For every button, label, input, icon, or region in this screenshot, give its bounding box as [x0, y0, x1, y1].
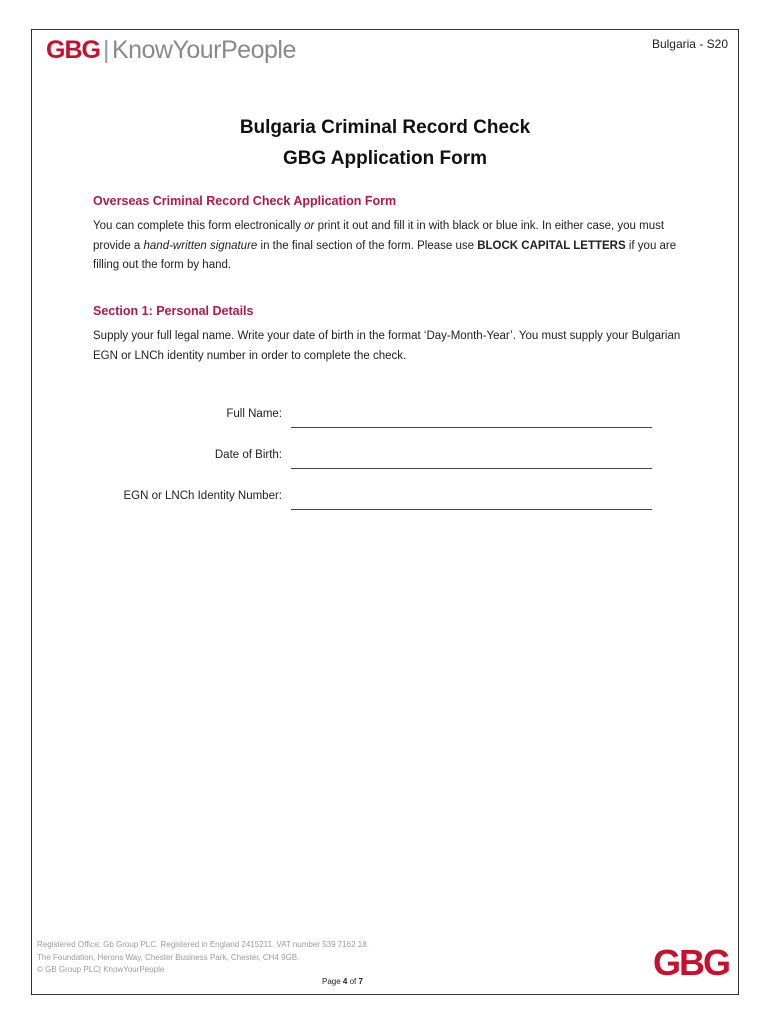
logo-separator: |: [102, 36, 109, 64]
page-current: 4: [342, 977, 348, 986]
page-total: 7: [358, 977, 363, 986]
document-title: [32, 112, 738, 174]
document-page: [31, 29, 739, 995]
intro-text-2: print it out and fill it in with black or blue ink. In either case, you must provide a: [93, 220, 665, 252]
identity-number-field[interactable]: [291, 509, 652, 510]
intro-paragraph: [93, 217, 683, 276]
intro-text-1: You can complete this form electronically: [93, 220, 305, 232]
intro-text-4: if you are filling out the form by hand.: [93, 239, 677, 271]
page-label: Page: [322, 977, 343, 986]
page-number: [322, 977, 363, 986]
full-name-field[interactable]: [291, 427, 652, 428]
intro-text-or: or: [304, 220, 315, 232]
logo-brand: GBG: [46, 36, 100, 64]
intro-text-block-capitals: BLOCK CAPITAL LETTERS: [477, 239, 626, 252]
gbg-logo: [46, 36, 296, 65]
date-of-birth-field[interactable]: [291, 468, 652, 469]
intro-heading: Overseas Criminal Record Check Application Form: [93, 194, 397, 208]
intro-text-3: in the final section of the form. Please use: [257, 239, 478, 252]
page-of: of: [347, 977, 359, 986]
identity-number-label: EGN or LNCh Identity Number:: [123, 490, 282, 502]
page-reference: Bulgaria - S20: [651, 37, 728, 51]
section1-instructions: Supply your full legal name. Write your date of birth in the format ‘Day-Month-Year’. You must supply your Bulgarian EGN or LNCh identity number in order to complete the check.: [93, 330, 681, 362]
date-of-birth-label: Date of Birth:: [214, 449, 282, 461]
footer-line-2: The Foundation, Herons Way, Chester Business Park, Chester, CH4 9GB.: [37, 952, 300, 962]
footer-gbg-logo: GBG: [652, 942, 729, 983]
footer-legal-text: [37, 939, 369, 977]
intro-text-signature: hand-written signature: [143, 239, 258, 252]
title-line-2: GBG Application Form: [282, 148, 488, 169]
section1-heading: Section 1: Personal Details: [93, 304, 254, 318]
footer-line-3: © GB Group PLC| KnowYourPeople: [37, 965, 165, 974]
logo-tagline: KnowYourPeople: [111, 36, 296, 64]
title-line-1: Bulgaria Criminal Record Check: [239, 117, 531, 138]
full-name-label: Full Name:: [226, 408, 282, 420]
footer-line-1: Registered Office: Gb Group PLC. Registered in England 2415211. VAT number 539 7162 18.: [37, 940, 369, 949]
